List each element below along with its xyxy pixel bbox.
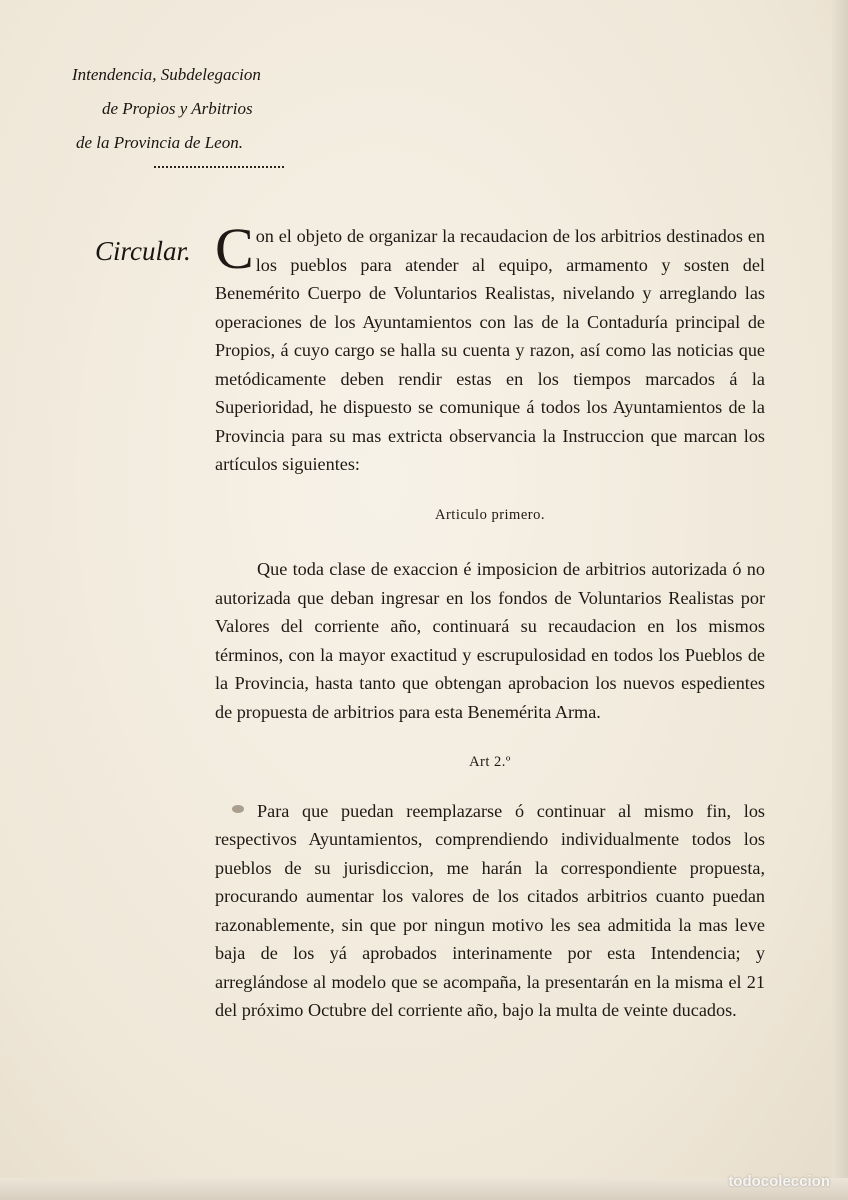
page-edge-right — [832, 0, 848, 1200]
letterhead — [72, 58, 312, 168]
body-text — [215, 216, 765, 1025]
drop-cap: C — [215, 216, 254, 281]
page-edge-bottom — [0, 1178, 848, 1200]
watermark: todocoleccion — [728, 1173, 830, 1190]
letterhead-line-3: de la Provincia de Leon. — [76, 133, 243, 152]
article-1-heading: Articulo primero. — [435, 506, 545, 523]
letterhead-ornament-rule — [154, 166, 284, 168]
letterhead-line-2: de Propios y Arbitrios — [102, 99, 253, 118]
ink-stain — [232, 805, 244, 813]
article-1-text: Que toda clase de exaccion é imposicion de arbitrios autorizada ó no autorizada que deban ingresar en los fondos de Voluntarios Realistas por Valores del corriente año, continuará su recaudacion en los mismos términos, con la mayor exactitud y escrupulosidad en todos los Pueblos de la Provincia, hasta tanto que obtengan aprobacion los nuevos espedientes de propuesta de arbitrios para esta Benemérita Arma. — [215, 559, 765, 722]
letterhead-line-1: Intendencia, Subdelegacion — [72, 65, 261, 84]
article-2-heading: Art 2.º — [469, 754, 511, 770]
intro-text: on el objeto de organizar la recaudacion de los arbitrios destinados en los pueblos para atender al equipo, armamento y sosten del Benemérito Cuerpo de Voluntarios Realistas, nivelando y arreglando las operaciones de los Ayuntamientos con las de la Contaduría principal de Propios, á cuyo cargo se halla su cuenta y razon, así como las noticias que metódicamente deben rendir estas en los tiempos marcados á la Superioridad, he dispuesto se comunique á todos los Ayuntamientos de la Provincia para su mas extricta observancia la Instruccion que marcan los artículos siguientes: — [215, 226, 765, 474]
intro-paragraph — [215, 216, 765, 479]
circular-label: Circular. — [95, 236, 191, 266]
article-2-text: Para que puedan reemplazarse ó continuar al mismo fin, los respectivos Ayuntamientos, comprendiendo individualmente todos los pueblos de su jurisdiccion, me harán la correspondiente propuesta, procurando aumentar los valores de los citados arbitrios cuanto puedan razonablemente, sin que por ningun motivo les sea admitida la mas leve baja de los yá aprobados interinamente por esta Intendencia; y arreglándose al modelo que se acompaña, la presentarán en la misma el 21 del próximo Octubre del corriente año, bajo la multa de veinte ducados. — [215, 800, 765, 1020]
